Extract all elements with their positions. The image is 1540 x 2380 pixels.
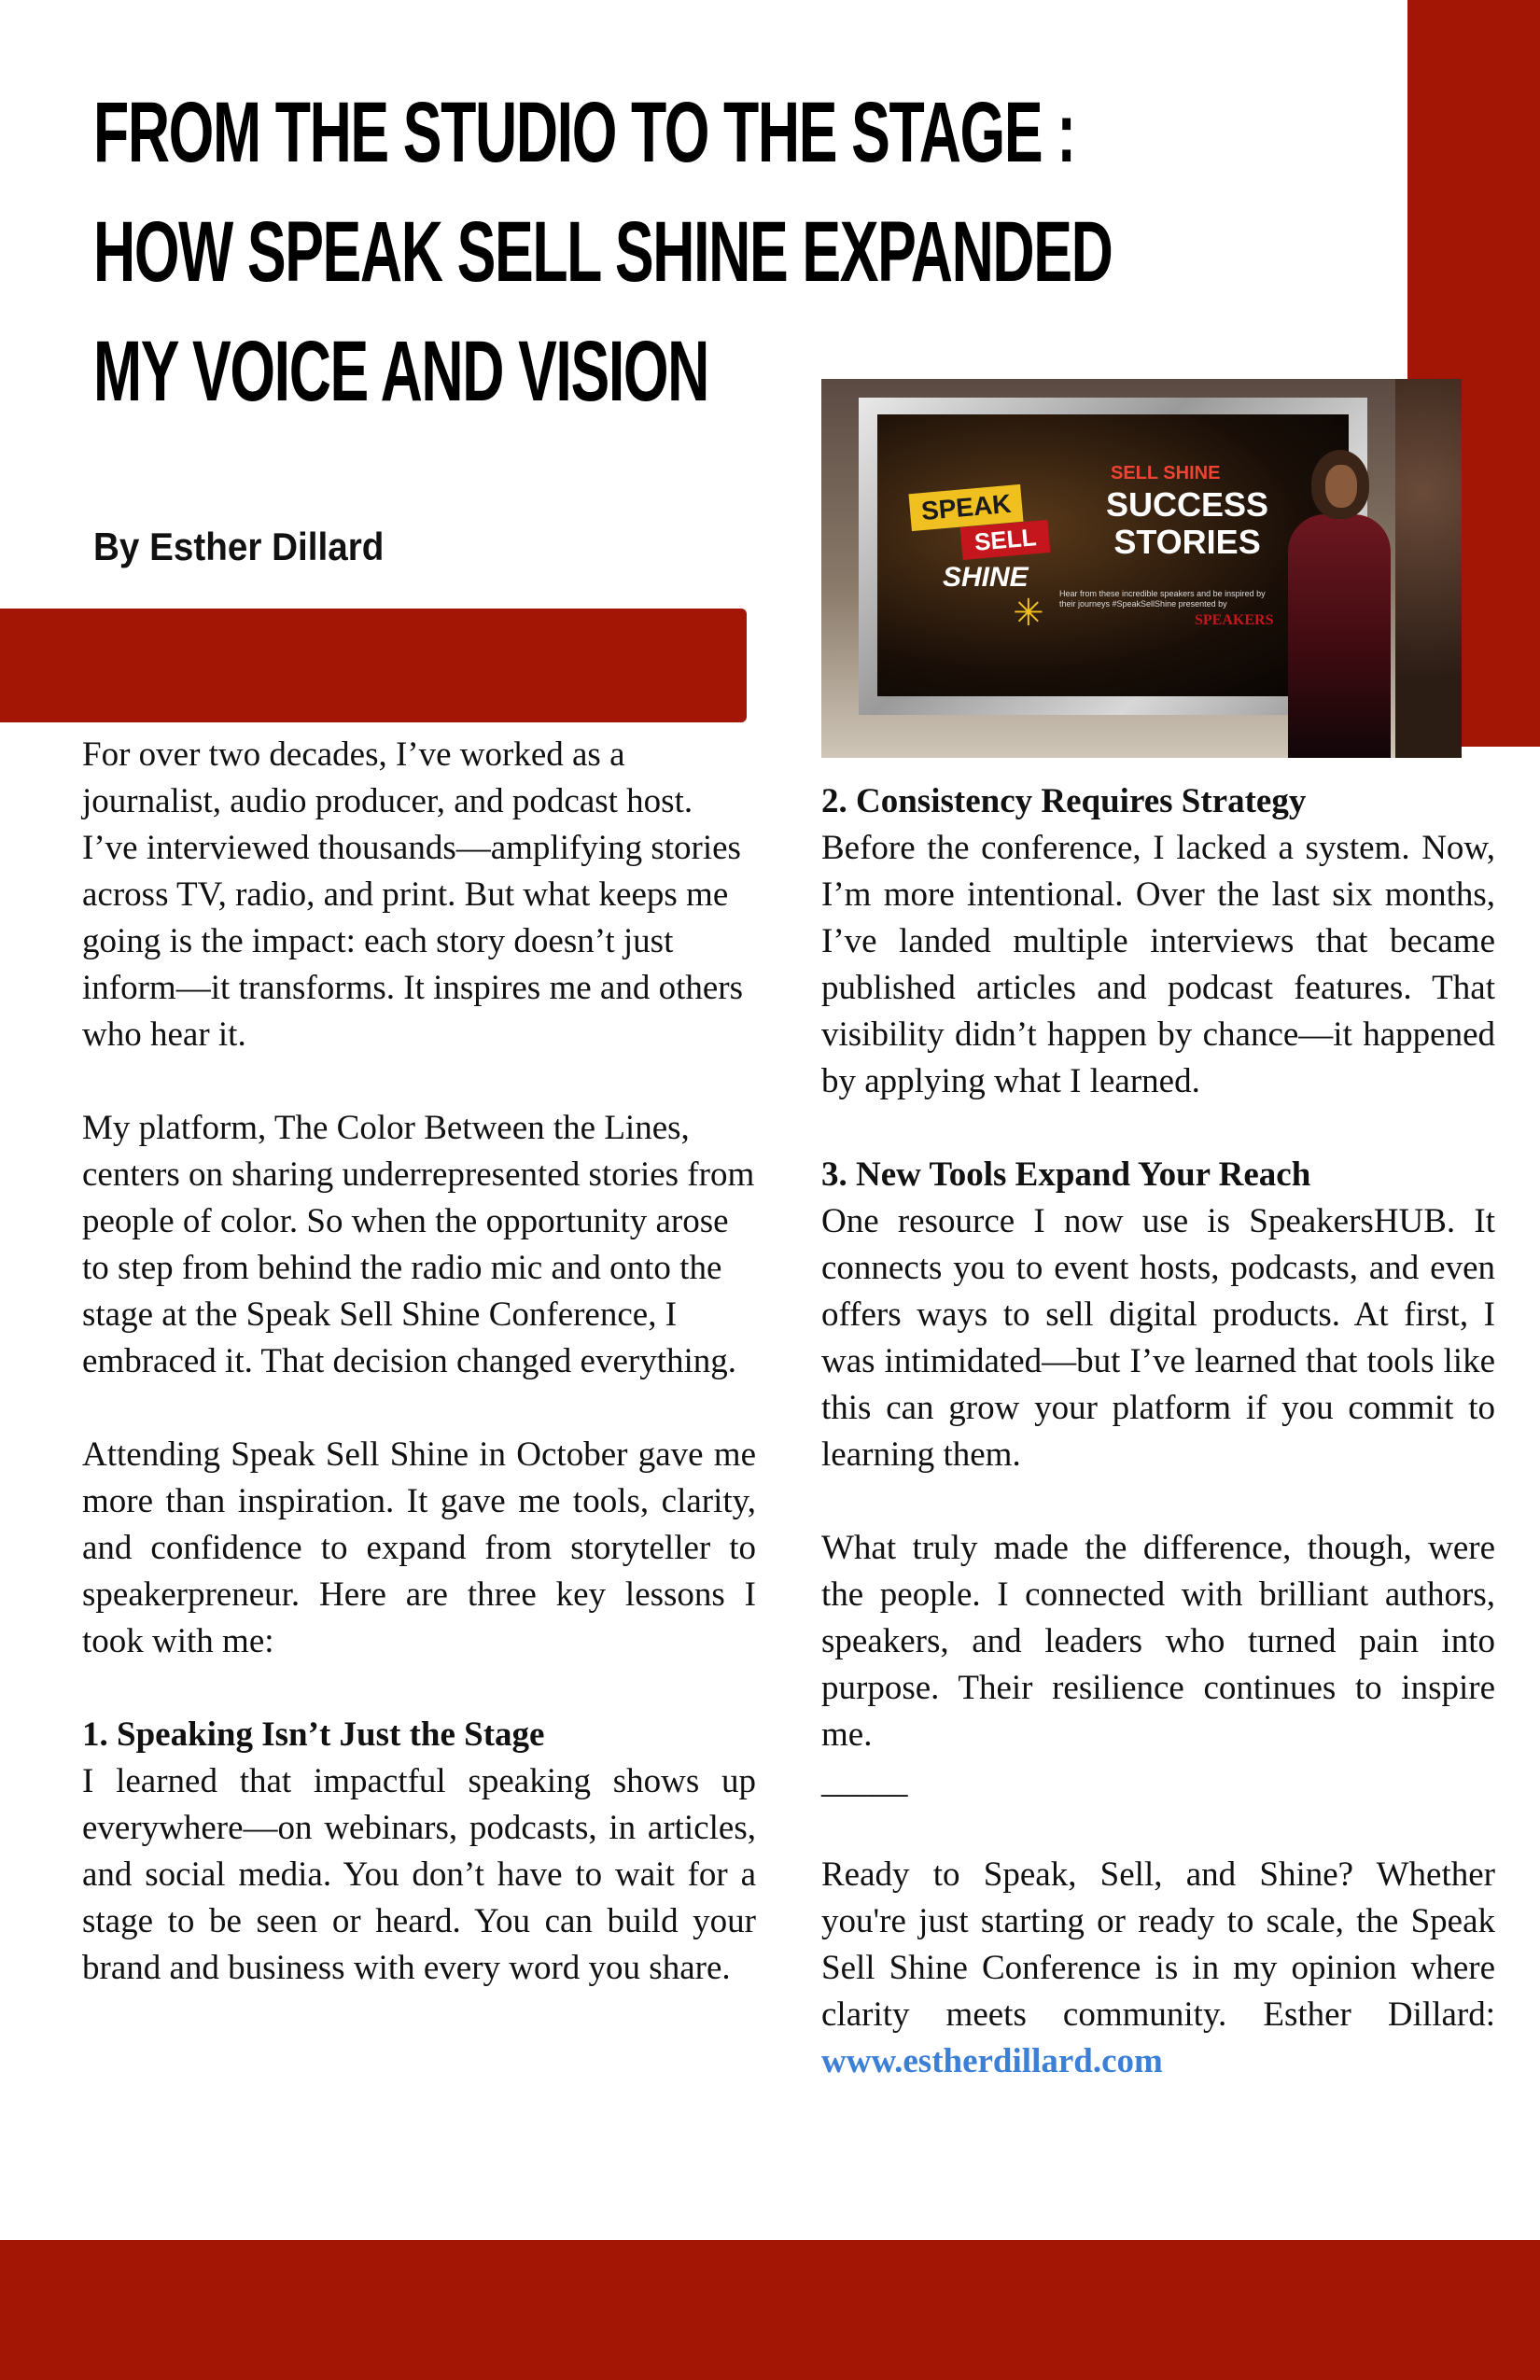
person-body [1288, 514, 1391, 758]
accent-bar-left [0, 609, 747, 722]
sign-title: SUCCESS STORIES [1106, 485, 1269, 561]
paragraph-intro: For over two decades, I’ve worked as a journalist, audio producer, and podcast host. I’ve interviewed thousands—amplifying stories across TV, radio, and print. But what keeps me going is the impact: each story doesn’t just inform—it transforms. It inspires me and others who hear it. [82, 735, 744, 1054]
star-icon: ✳ [1013, 592, 1044, 635]
lesson-2-heading: 2. Consistency Requires Strategy [821, 782, 1307, 820]
sign-shine-logo: SHINE [943, 562, 1029, 593]
separator-line: _____ [821, 1762, 908, 1800]
sign-top-text: SELL SHINE [1111, 463, 1221, 483]
paragraph-attending: Attending Speak Sell Shine in October gave me more than inspiration. It gave me tools, clarity, and confidence to expand from storyteller to speakerpreneur. Here are three key lessons I took with me: [82, 1435, 756, 1660]
closing-text: Ready to Speak, Sell, and Shine? Whether you're just starting or ready to scale, the Speak Sell Shine Conference is in my opinion where clarity meets community. Esther Dillard: [821, 1855, 1495, 2034]
sign-brand: SPEAKERS [1195, 612, 1274, 628]
headline [93, 73, 1112, 431]
person-face [1325, 465, 1357, 508]
article-column-left [82, 732, 756, 2038]
headline-line-2: HOW SPEAK SELL SHINE EXPANDED [93, 204, 1113, 300]
paragraph-people: What truly made the difference, though, were the people. I connected with brilliant authors, speakers, and leaders who turned pain into purpose. Their resilience continues to inspire me. [821, 1529, 1495, 1754]
paragraph-platform: My platform, The Color Between the Lines, centers on sharing underrepresented stories from people of color. So when the opportunity arose to step from behind the radio mic and onto the stage at the Speak Sell Shine Conference, I embraced it. That decision changed everything. [82, 1109, 755, 1380]
lesson-2-text: Before the conference, I lacked a system. Now, I’m more intentional. Over the last six months, I’ve landed multiple interviews that became published articles and podcast features. That visibility didn’t happen by chance—it happened by applying what I learned. [821, 829, 1495, 1100]
website-link[interactable]: www.estherdillard.com [821, 2042, 1163, 2080]
headline-line-1: FROM THE STUDIO TO THE STAGE : [93, 85, 1075, 180]
sign-sell-logo: SELL [960, 520, 1051, 560]
article-photo [821, 379, 1462, 758]
headline-line-3: MY VOICE AND VISION [93, 324, 708, 419]
lesson-1-text: I learned that impactful speaking shows up everywhere—on webinars, podcasts, in articles, and social media. You don’t have to wait for a stage to be seen or heard. You can build your brand and business with every word you share. [82, 1762, 756, 1987]
lesson-1-heading: 1. Speaking Isn’t Just the Stage [82, 1715, 545, 1754]
wall-texture [1395, 379, 1462, 758]
sign-tagline: Hear from these incredible speakers and be inspired by their journeys #SpeakSellShine presented by [1059, 589, 1266, 609]
sign-speak-logo: SPEAK [908, 484, 1023, 531]
article-column-right [821, 778, 1495, 2132]
lesson-3-text: One resource I now use is SpeakersHUB. It connects you to event hosts, podcasts, and even offers ways to sell digital products. At first, I was intimidated—but I’ve learned that tools like this can grow your platform if you commit to learning them. [821, 1202, 1495, 1474]
footer-bar [0, 2240, 1540, 2380]
byline: By Esther Dillard [93, 525, 385, 568]
paragraph-closing [821, 1852, 1495, 2085]
lesson-3-heading: 3. New Tools Expand Your Reach [821, 1155, 1311, 1194]
